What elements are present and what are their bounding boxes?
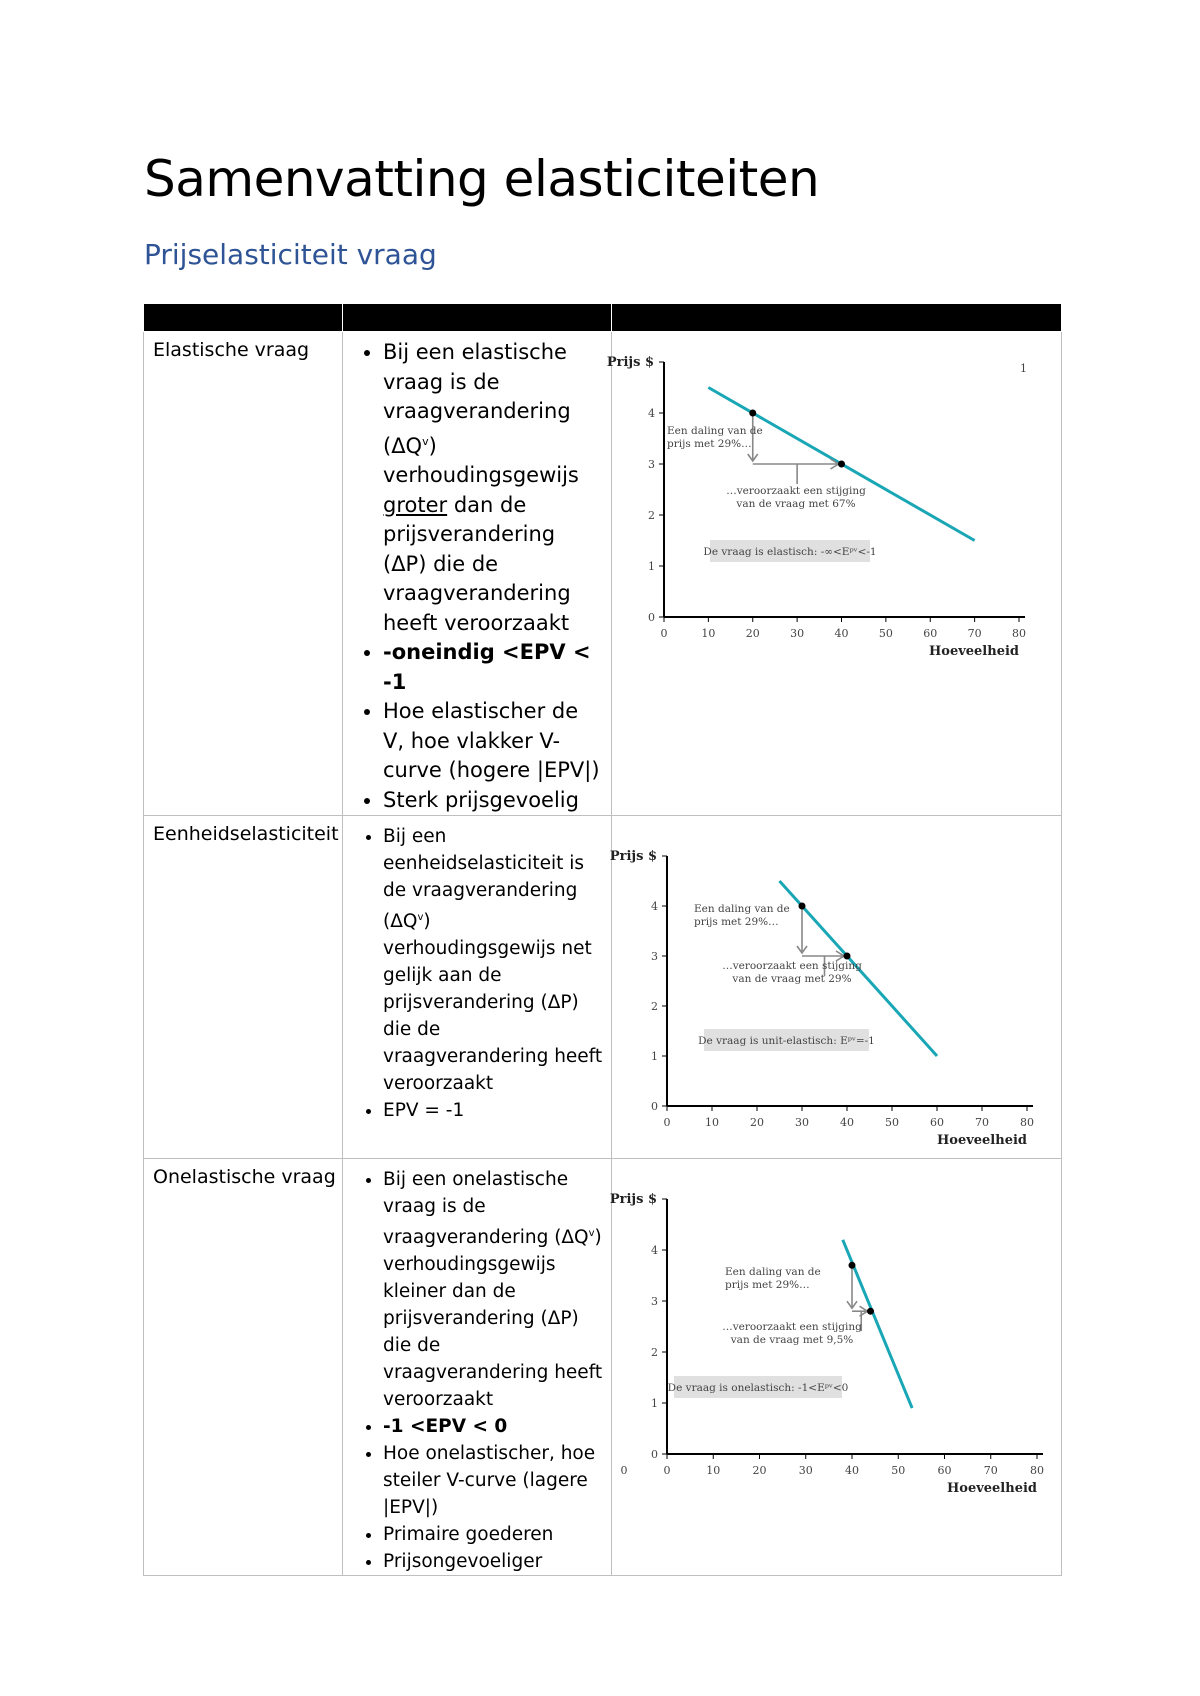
- x-tick-label: 40: [845, 1464, 859, 1477]
- text: Bij een elastische vraag is de vraagverandering (ΔQ: [383, 340, 571, 458]
- x-tick-label: 70: [967, 627, 982, 640]
- x-tick-label: 50: [885, 1116, 899, 1129]
- table-header-row: [144, 304, 1062, 332]
- x-tick-label: 40: [840, 1116, 854, 1129]
- x-axis-label: Hoeveelheid: [936, 1133, 1027, 1148]
- y-axis-label: Prijs $: [606, 355, 654, 370]
- bullet-list: [343, 823, 605, 1124]
- annotation-text: van de vraag met 9,5%: [730, 1334, 854, 1346]
- chart-cell: [606, 332, 1062, 816]
- y-tick-label: 0: [648, 611, 655, 624]
- annotation-text: …veroorzaakt een stijging: [722, 960, 862, 972]
- row-label-cell: [144, 816, 343, 1159]
- table-row: [144, 332, 1062, 816]
- y-tick-label: 0: [651, 1100, 658, 1113]
- text: ) verhoudingsgewijs kleiner dan de prijsverandering (ΔP) die de vraagverandering heeft veroorzaakt: [383, 1227, 603, 1411]
- x-tick-label: 0: [663, 1464, 671, 1477]
- list-item: [383, 338, 605, 638]
- row-label-cell: [144, 1159, 343, 1576]
- x-tick-label: 30: [790, 627, 805, 640]
- x-tick-label: 60: [923, 627, 938, 640]
- row-label: Onelastische vraag: [153, 1166, 336, 1188]
- list-item: [383, 1166, 605, 1413]
- list-item: • EPV = -1: [383, 1097, 605, 1124]
- page-title: Samenvatting elasticiteiten: [144, 150, 820, 208]
- points-cell: [343, 816, 612, 1159]
- section-heading: Prijselasticiteit vraag: [144, 238, 437, 271]
- superscript: v: [588, 1228, 595, 1239]
- x-tick-label: 10: [701, 627, 716, 640]
- x-tick-label: 20: [750, 1116, 764, 1129]
- list-item: • Primaire goederen: [383, 1521, 605, 1548]
- y-tick-label: 3: [651, 950, 658, 963]
- x-tick-label: 0: [663, 1116, 671, 1129]
- x-tick-label: 20: [752, 1464, 767, 1477]
- row-label: Elastische vraag: [153, 339, 310, 361]
- x-tick-label: 10: [706, 1464, 721, 1477]
- list-item: • Sterk prijsgevoelig: [383, 786, 605, 816]
- y-tick-label: 3: [648, 458, 655, 471]
- x-tick-label: 0: [660, 627, 668, 640]
- points-cell: [343, 1159, 612, 1576]
- y-axis-label: Prijs $: [609, 849, 657, 864]
- demand-chart-elastic: [606, 332, 1062, 659]
- bullet-list: [343, 338, 605, 815]
- annotation-text: van de vraag met 29%: [732, 973, 852, 985]
- chart-cell: [609, 816, 1062, 1159]
- demand-chart-inelastic: [609, 1159, 1062, 1504]
- annotation-text: …veroorzaakt een stijging: [726, 485, 866, 497]
- text: Bij een eenheidselasticiteit is de vraagverandering (ΔQ: [383, 826, 585, 933]
- y-tick-label: 4: [648, 407, 655, 420]
- x-axis-label: Hoeveelheid: [946, 1481, 1037, 1496]
- text: Bij een onelastische vraag is de vraagverandering (ΔQ: [383, 1169, 589, 1249]
- annotation-text: van de vraag met 67%: [736, 498, 856, 510]
- demand-chart-unit: [609, 816, 1062, 1156]
- y-tick-label: 2: [651, 1346, 658, 1359]
- y-tick-label: 3: [651, 1295, 658, 1308]
- text: ) verhoudingsgewijs net gelijk aan de prijsverandering (ΔP) die de vraagverandering heeft veroorzaakt: [383, 911, 603, 1095]
- x-tick-label: 60: [930, 1116, 944, 1129]
- data-point: [838, 461, 845, 468]
- text: dan de prijsverandering (ΔP) die de vraagverandering heeft veroorzaakt: [383, 492, 571, 635]
- points-cell: [343, 332, 612, 816]
- y-tick-label: 1: [651, 1397, 658, 1410]
- x-tick-label: 70: [983, 1464, 998, 1477]
- data-point: [844, 953, 851, 960]
- x-tick-label: 10: [705, 1116, 719, 1129]
- x-tick-label: 0: [620, 1464, 628, 1477]
- x-tick-label: 40: [834, 627, 849, 640]
- list-item: • Hoe elastischer de V, hoe vlakker V-curve (hogere |EPV|): [383, 697, 605, 786]
- x-tick-label: 80: [1020, 1116, 1034, 1129]
- x-tick-label: 50: [878, 627, 893, 640]
- y-tick-label: 4: [651, 900, 658, 913]
- x-tick-label: 70: [975, 1116, 989, 1129]
- y-tick-label: 1: [648, 560, 655, 573]
- x-tick-label: 30: [795, 1116, 809, 1129]
- annotation-text: …veroorzaakt een stijging: [722, 1321, 862, 1333]
- x-tick-label: 30: [798, 1464, 813, 1477]
- x-tick-label: 80: [1030, 1464, 1044, 1477]
- data-point: [849, 1262, 856, 1269]
- list-item: • -oneindig <EPV < -1: [383, 638, 605, 697]
- row-label: Eenheidselasticiteit: [153, 823, 339, 845]
- bullet-list: [343, 1166, 605, 1575]
- list-item: • Hoe onelastischer, hoe steiler V-curve (lagere |EPV|): [383, 1440, 605, 1521]
- y-tick-label: 1: [651, 1050, 658, 1063]
- elasticity-table: [143, 303, 1062, 1576]
- x-tick-label: 60: [937, 1464, 952, 1477]
- chart-number: 1: [1020, 362, 1027, 375]
- annotation-text: prijs met 29%…: [667, 438, 752, 450]
- y-tick-label: 2: [651, 1000, 658, 1013]
- y-axis-label: Prijs $: [609, 1192, 657, 1207]
- y-tick-label: 2: [648, 509, 655, 522]
- elasticity-box-text: De vraag is elastisch: -∞<Eᵖᵛ<-1: [703, 546, 877, 558]
- annotation-text: Een daling van de: [725, 1266, 821, 1278]
- underlined-text: groter: [383, 492, 448, 517]
- table-row: [144, 1159, 1062, 1576]
- elasticity-box-text: De vraag is onelastisch: -1<Eᵖᵛ<0: [667, 1382, 849, 1394]
- superscript: v: [417, 912, 424, 923]
- x-tick-label: 80: [1012, 627, 1026, 640]
- annotation-text: Een daling van de: [694, 903, 790, 915]
- x-tick-label: 20: [745, 627, 760, 640]
- y-tick-label: 4: [651, 1244, 658, 1257]
- x-tick-label: 50: [891, 1464, 906, 1477]
- row-label-cell: [144, 332, 343, 816]
- x-axis-label: Hoeveelheid: [928, 644, 1019, 659]
- header-cell: [612, 304, 1062, 332]
- data-point: [867, 1308, 874, 1315]
- annotation-text: Een daling van de: [667, 425, 763, 437]
- y-tick-label: 0: [651, 1448, 658, 1461]
- elasticity-box-text: De vraag is unit-elastisch: Eᵖᵛ=-1: [698, 1035, 875, 1047]
- annotation-text: prijs met 29%…: [694, 916, 779, 928]
- list-item: [383, 823, 605, 1097]
- chart-cell: [609, 1159, 1062, 1576]
- header-cell: [144, 304, 343, 332]
- list-item: • -1 <EPV < 0: [383, 1413, 605, 1440]
- text: ) verhoudingsgewijs: [383, 433, 579, 487]
- table-row: [144, 816, 1062, 1159]
- data-point: [799, 903, 806, 910]
- data-point: [749, 410, 756, 417]
- list-item: • Prijsongevoeliger: [383, 1548, 605, 1575]
- header-cell: [343, 304, 612, 332]
- superscript: v: [422, 434, 429, 448]
- annotation-text: prijs met 29%…: [725, 1279, 810, 1291]
